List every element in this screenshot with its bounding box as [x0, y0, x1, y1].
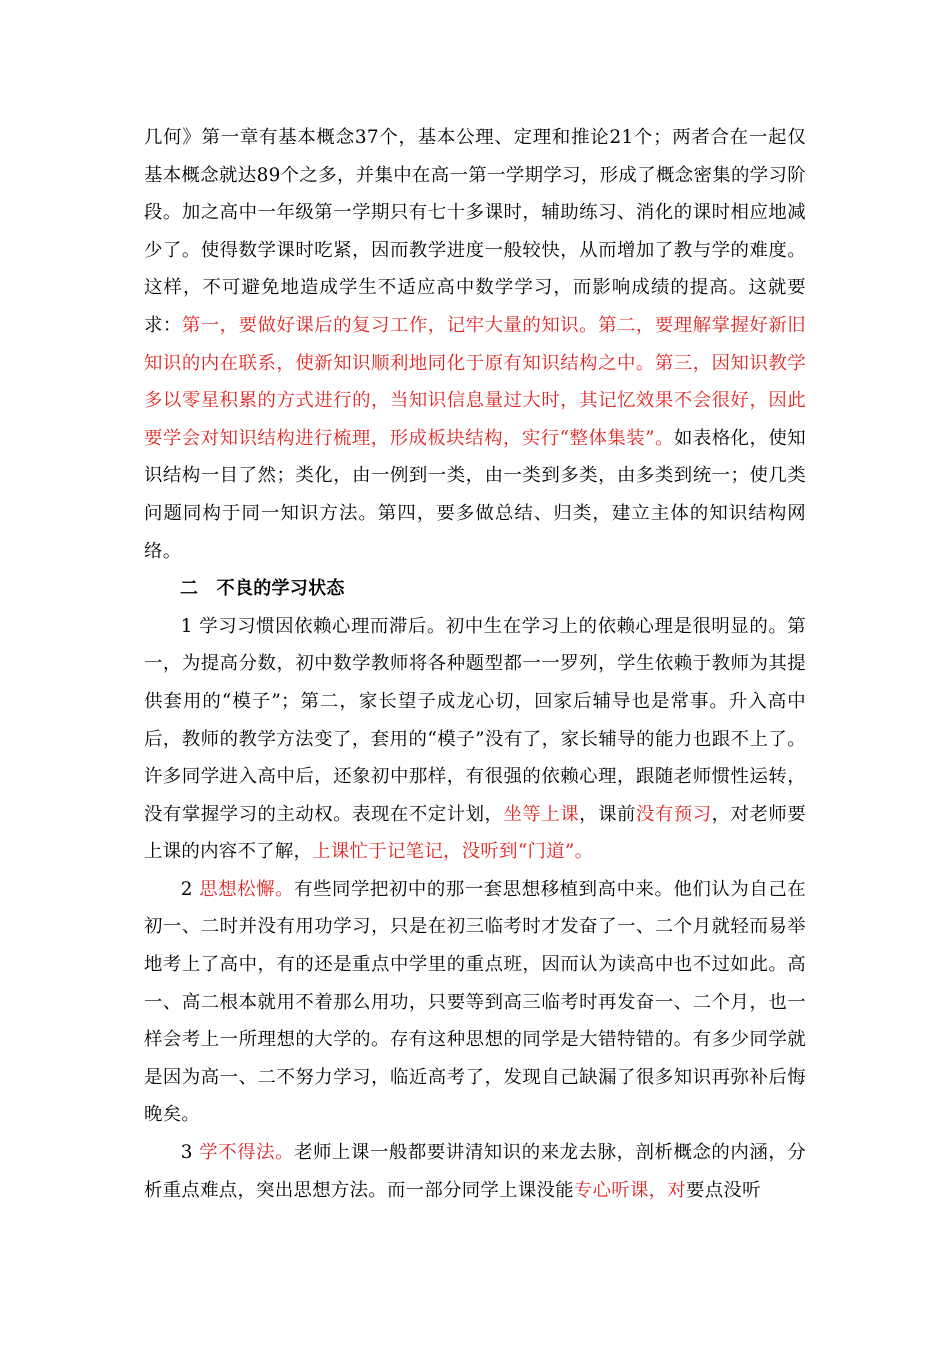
- text-run: 几何》第一章有基本概念37个，基本公理、定理和推论21个；两者合在一起仅基本概念就达89个之多，并集中在高一第一学期学习，形成了概念密集的学习阶段。加之高中一年级第一学期只有七十多课时，辅助练习、消化的课时相应地减少了。使得数学课时吃紧，因而教学进度一般较快，从而增加了教与学的难度。这样，不可避免地造成学生不适应高中数学学习，而影响成绩的提高。这就要求：: [144, 127, 806, 336]
- text-run: 如表格化，使知识结构一目了然；类化，由一例到一类，由一类到多类，由多类到统一；使几类问题同构于同一知识方法。第四，要多做总结、归类，建立主体的知识结构网络。: [144, 427, 806, 562]
- text-run: 2: [180, 878, 200, 900]
- text-run: ，课前: [579, 803, 636, 825]
- text-run: 要点没听: [686, 1179, 761, 1201]
- paragraph-slackness: [144, 871, 806, 1134]
- highlighted-text: 没有预习: [635, 803, 712, 825]
- text-run: 1 学习习惯因依赖心理而滞后。初中生在学习上的依赖心理是很明显的。第一，为提高分数，初中数学教师将各种题型都一一罗列，学生依赖于教师为其提供套用的“模子”；第二，家长望子成龙心切，回家后辅导也是常事。升入高中后，教师的教学方法变了，套用的“模子”没有了，家长辅导的能力也跟不上了。许多同学进入高中后，还象初中那样，有很强的依赖心理，跟随老师惯性运转，没有掌握学习的主动权。表现在不定计划，: [144, 615, 806, 825]
- text-run: 老师上课一般都要讲清知识的来龙去脉，剖析概念的内涵，分析重点难点，突出思想方法。而一部分同学上课没能: [144, 1142, 806, 1201]
- highlighted-text: 第一，要做好课后的复习工作，记牢大量的知识。第二，要理解掌握好新旧知识的内在联系，使新知识顺利地同化于原有知识结构之中。第三，因知识教学多以零星积累的方式进行的，当知识信息量过大时，其记忆效果不会很好，因此要学会对知识结构进行梳理，形成板块结构，实行“整体集装”。: [144, 314, 806, 449]
- highlighted-text: 坐等上课: [503, 803, 580, 825]
- highlighted-text: 专心听课，对: [573, 1179, 687, 1201]
- text-run: 有些同学把初中的那一套思想移植到高中来。他们认为自己在初一、二时并没有用功学习，只是在初三临考时才发奋了一、二个月就轻而易举地考上了高中，有的还是重点中学里的重点班，因而认为读高中也不过如此。高一、高二根本就用不着那么用功，只要等到高三临考时再发奋一、二个月，也一样会考上一所理想的大学的。存有这种思想的同学是大错特错的。有多少同学就是因为高一、二不努力学习，临近高考了，发现自己缺漏了很多知识再弥补后悔晚矣。: [144, 878, 806, 1126]
- paragraph-concept-density: [144, 119, 806, 570]
- highlighted-text: 思想松懈。: [199, 878, 295, 900]
- text-run: 3: [180, 1142, 200, 1164]
- document-body: [144, 119, 806, 1209]
- text-run: ，对老师要上课的内容不了解，: [144, 803, 806, 863]
- section-heading: 二 不良的学习状态: [180, 578, 345, 600]
- highlighted-text: 学不得法。: [199, 1142, 295, 1164]
- paragraph-method: [144, 1134, 806, 1209]
- highlighted-text: 上课忙于记笔记，没听到“门道”。: [312, 841, 594, 863]
- paragraph-dependency: [144, 608, 806, 871]
